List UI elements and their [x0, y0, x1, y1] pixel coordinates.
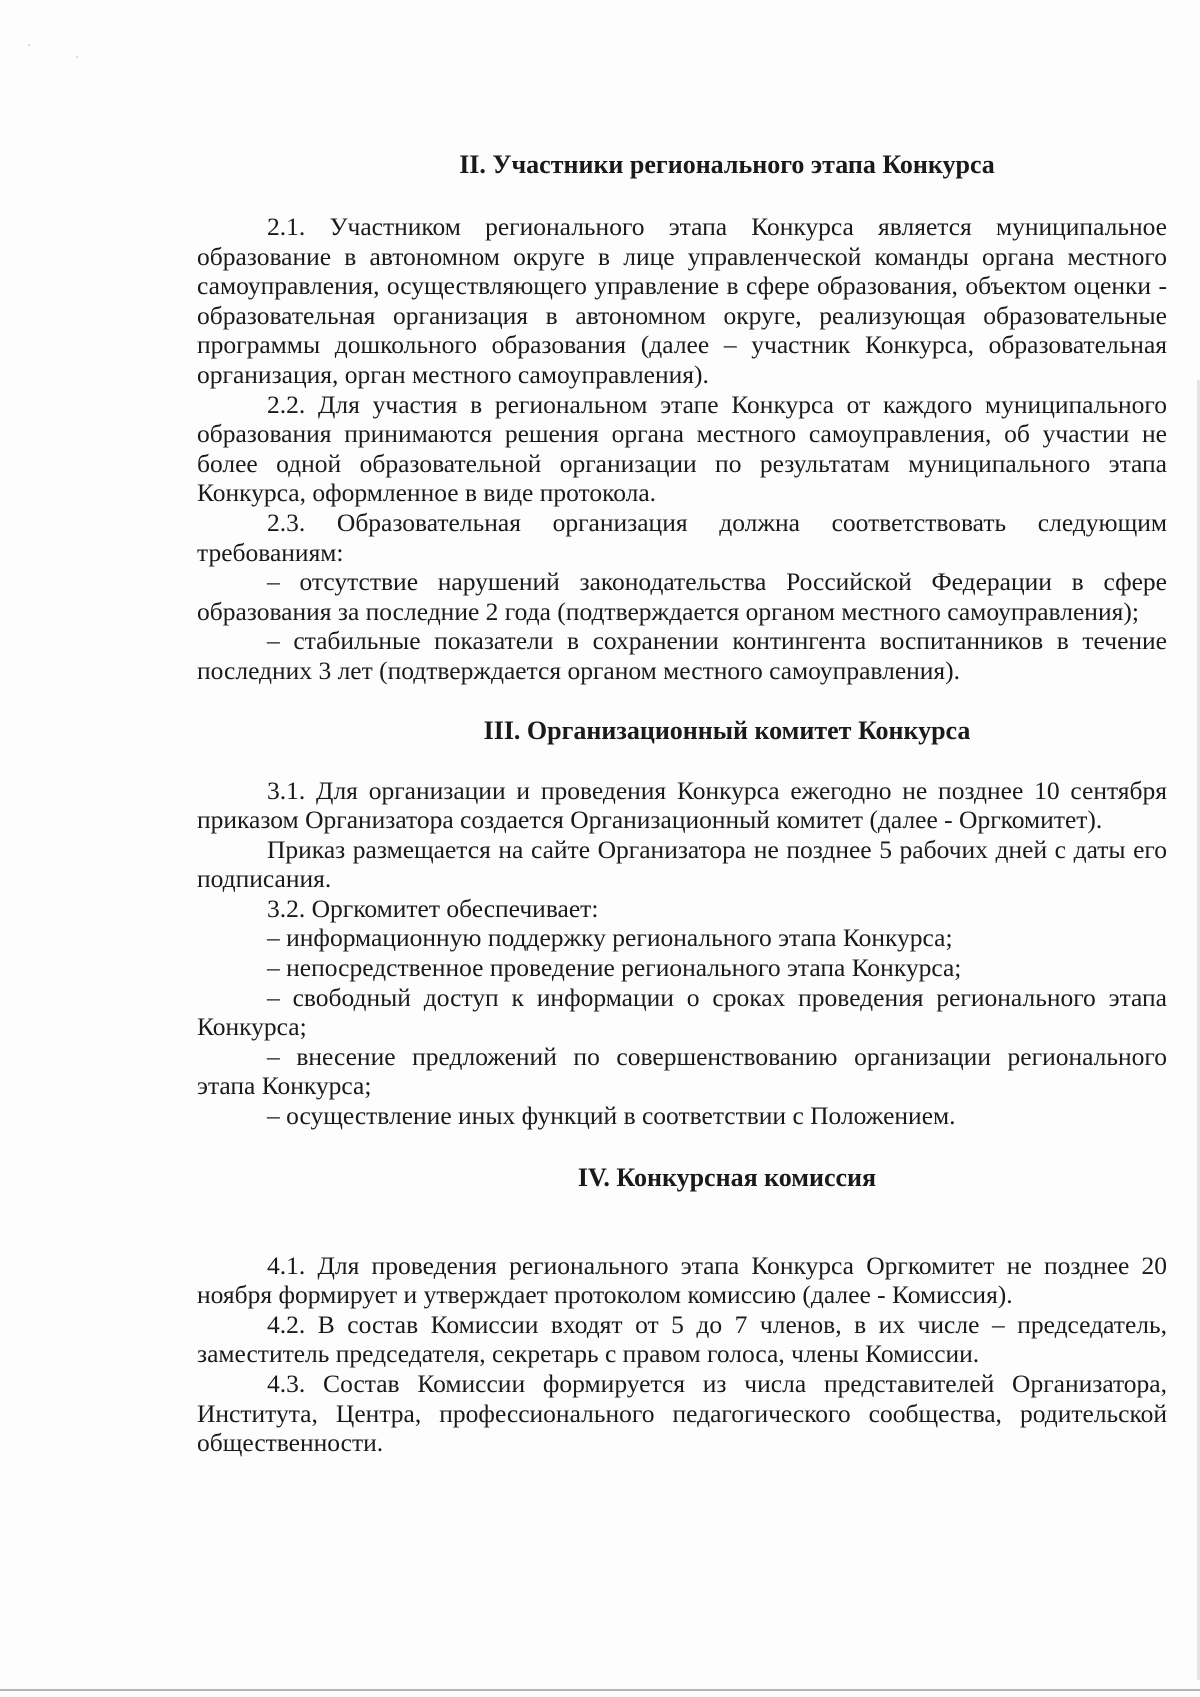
- paragraph-4-1: 4.1. Для проведения регионального этапа Конкурса Оргкомитет не позднее 20 ноября формирует и утверждает протоколом комиссию (далее - Комиссия).: [197, 1250, 1167, 1310]
- paragraph-4-2: 4.2. В состав Комиссии входят от 5 до 7 членов, в их числе – председатель, заместитель председателя, секретарь с правом голоса, члены Комиссии.: [197, 1309, 1167, 1369]
- paragraph-2-3: 2.3. Образовательная организация должна соответствовать следующим требованиям:: [197, 507, 1167, 567]
- paragraph-3-1-order: Приказ размещается на сайте Организатора не позднее 5 рабочих дней с даты его подписания.: [197, 834, 1167, 894]
- document-body: [197, 150, 1167, 1458]
- paragraph-2-1: 2.1. Участником регионального этапа Конкурса является муниципальное образование в автономном округе в лице управленческой команды органа местного самоуправления, осуществляющего управление в сфере образования, объектом оценки - образовательная организация в автономном округе, реализующая образовательные программы дошкольного образования (далее – участник Конкурса, образовательная организация, орган местного самоуправления).: [197, 212, 1167, 389]
- list-item-3-2-e: – осуществление иных функций в соответствии с Положением.: [267, 1101, 956, 1131]
- page-bottom-edge: [0, 1689, 1200, 1691]
- list-item-3-2-b: – непосредственное проведение регионального этапа Конкурса;: [267, 953, 962, 983]
- paragraph-3-2: 3.2. Оргкомитет обеспечивает:: [267, 893, 599, 923]
- section-heading-2: II. Участники регионального этапа Конкурса: [459, 150, 995, 179]
- list-item-2-3-b: – стабильные показатели в сохранении контингента воспитанников в течение последних 3 лет (подтверждается органом местного самоуправления).: [197, 626, 1167, 685]
- paragraph-3-1: 3.1. Для организации и проведения Конкурса ежегодно не позднее 10 сентября приказом Организатора создается Организационный комитет (далее - Оргкомитет).: [197, 775, 1167, 835]
- scan-speck: [28, 44, 30, 46]
- section-heading-4: IV. Конкурсная комиссия: [577, 1162, 877, 1192]
- list-item-3-2-d: – внесение предложений по совершенствованию организации регионального этапа Конкурса;: [197, 1041, 1167, 1101]
- scan-speck: [76, 56, 78, 58]
- list-item-2-3-a: – отсутствие нарушений законодательства Российской Федерации в сфере образования за последние 2 года (подтверждается органом местного самоуправления);: [197, 567, 1167, 626]
- section-heading-3: III. Организационный комитет Конкурса: [483, 715, 971, 745]
- list-item-3-2-c: – свободный доступ к информации о сроках проведения регионального этапа Конкурса;: [197, 982, 1167, 1042]
- paragraph-4-3: 4.3. Состав Комиссии формируется из числа представителей Организатора, Института, Центра, профессионального педагогического сообщества, родительской общественности.: [197, 1369, 1167, 1458]
- paragraph-2-2: 2.2. Для участия в региональном этапе Конкурса от каждого муниципального образования принимаются решения органа местного самоуправления, об участии не более одной образовательной организации по результатам муниципального этапа Конкурса, оформленное в виде протокола.: [197, 389, 1167, 508]
- list-item-3-2-a: – информационную поддержку регионального этапа Конкурса;: [267, 923, 953, 953]
